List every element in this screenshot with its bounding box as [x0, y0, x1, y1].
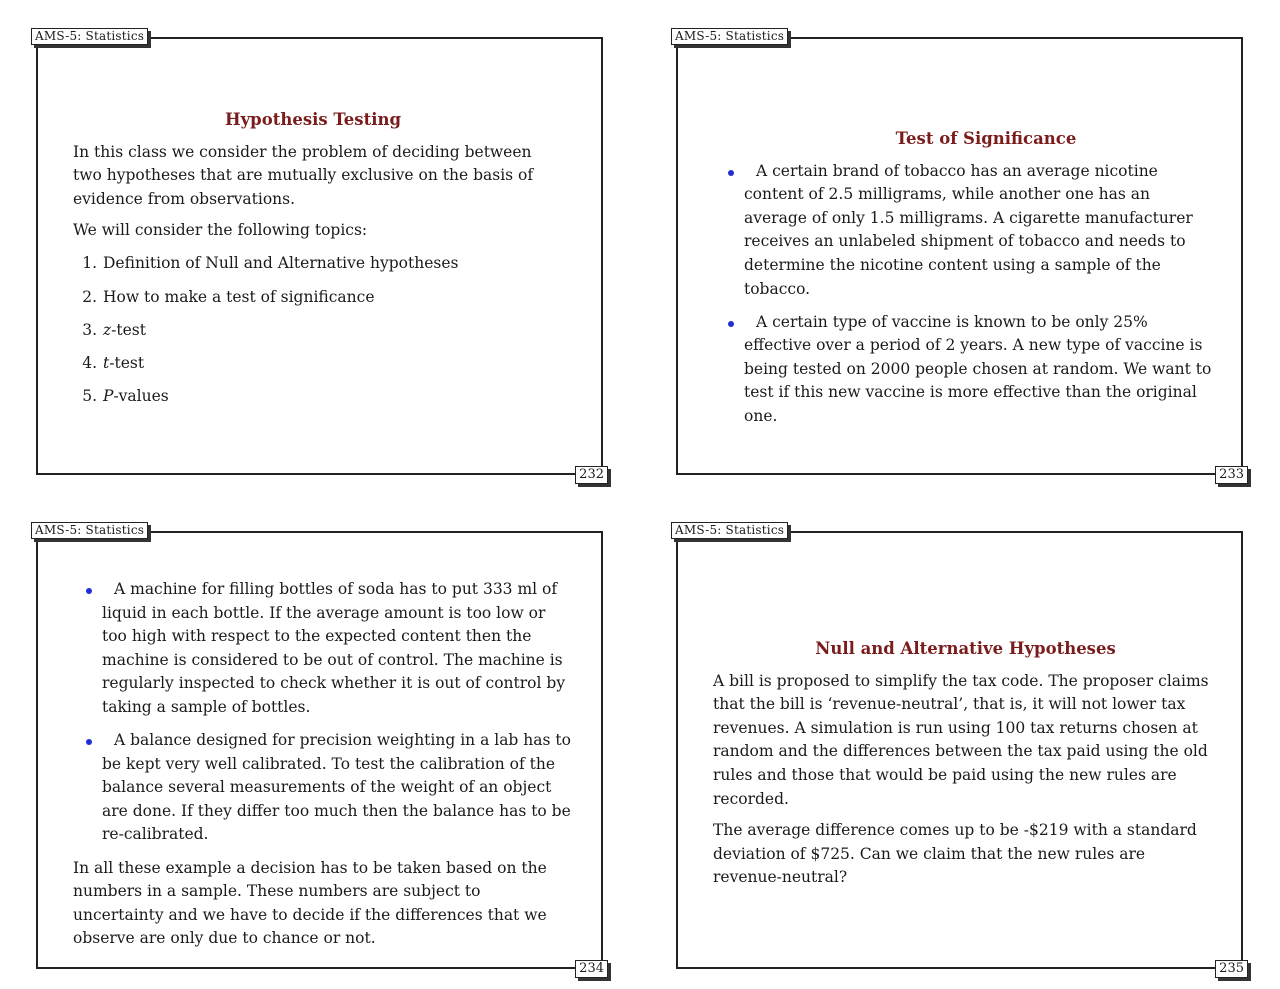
item-symbol: z — [103, 320, 112, 339]
item-number: 2. — [82, 287, 97, 306]
slide-body — [73, 108, 553, 408]
item-text: How to make a test of significance — [103, 287, 375, 306]
bullet-icon — [86, 588, 92, 594]
slide-body — [713, 637, 1218, 890]
slide-body — [715, 127, 1215, 429]
item-number: 1. — [82, 254, 97, 273]
slide-header: AMS-5: Statistics — [671, 522, 788, 539]
item-symbol: P — [103, 386, 114, 405]
slide-body — [73, 578, 573, 951]
item-text: -test — [109, 353, 145, 372]
bullet-list — [73, 578, 573, 847]
bullet-text: A balance designed for precision weighting in a lab has to be kept very well calibrated. To test the calibration of the balance several measurements of the weight of an object are done. If they differ too much then the balance has to be re-calibrated. — [102, 731, 571, 844]
topics-list — [73, 252, 553, 408]
bullet-icon — [86, 739, 92, 745]
slide-233 — [675, 29, 1244, 482]
list-item — [73, 319, 553, 343]
page-number: 232 — [575, 466, 608, 484]
slide-title: Null and Alternative Hypotheses — [815, 639, 1116, 658]
bullet-icon — [728, 170, 734, 176]
item-number: 4. — [82, 353, 97, 372]
list-item — [73, 352, 553, 376]
slide-header: AMS-5: Statistics — [671, 28, 788, 45]
list-item — [715, 311, 1215, 429]
intro-paragraph: In this class we consider the problem of deciding between two hypotheses that are mutually exclusive on the basis of evidence from observations. — [73, 142, 534, 208]
slide-232 — [35, 29, 604, 482]
item-number: 3. — [82, 320, 97, 339]
list-item — [73, 729, 573, 847]
list-item — [73, 578, 573, 720]
item-text: -test — [111, 320, 146, 339]
list-item — [73, 286, 553, 310]
topics-intro: We will consider the following topics: — [73, 221, 368, 240]
bullet-text: A machine for filling bottles of soda has to put 333 ml of liquid in each bottle. If the average amount is too low or too high with respect to the expected content then the machine is considered to be out of control. The machine is regularly inspected to check whether it is out of control by taking a sample of bottles. — [102, 580, 566, 716]
scenario-paragraph: A bill is proposed to simplify the tax code. The proposer claims that the bill is ‘revenue-neutral’, that is, it will not lower tax revenues. A simulation is run using 100 tax returns chosen at random and the differences between the tax paid using the old rules and those that would be paid using the new rules are recorded. — [713, 671, 1209, 808]
bullet-text: A certain type of vaccine is known to be only 25% effective over a period of 2 years. A new type of vaccine is being tested on 2000 people chosen at random. We want to test if this new vaccine is more effective than the original one. — [744, 312, 1212, 426]
slide-234 — [35, 523, 604, 976]
list-item — [73, 385, 553, 409]
list-item — [73, 252, 553, 276]
bullet-list — [715, 160, 1215, 429]
bullet-text: A certain brand of tobacco has an average nicotine content of 2.5 milligrams, while another one has an average of only 1.5 milligrams. A cigarette manufacturer receives an unlabeled shipment of tobacco and needs to determine the nicotine content using a sample of the tobacco. — [744, 161, 1193, 298]
item-text: -values — [113, 386, 169, 405]
page-number: 235 — [1215, 960, 1248, 978]
slide-header: AMS-5: Statistics — [31, 28, 148, 45]
bullet-icon — [728, 321, 734, 327]
item-number: 5. — [82, 386, 97, 405]
slide-title: Test of Significance — [895, 129, 1077, 148]
summary-paragraph: In all these example a decision has to be taken based on the numbers in a sample. These numbers are subject to uncertainty and we have to decide if the differences that we observe are only due to chance or not. — [73, 858, 547, 948]
slide-235 — [675, 523, 1244, 976]
list-item — [715, 160, 1215, 302]
item-symbol: t — [103, 353, 110, 372]
slide-header: AMS-5: Statistics — [31, 522, 148, 539]
slide-title: Hypothesis Testing — [224, 110, 402, 129]
page-number: 234 — [575, 960, 608, 978]
item-text: Definition of Null and Alternative hypotheses — [103, 254, 459, 273]
question-paragraph: The average difference comes up to be -$219 with a standard deviation of $725. Can we claim that the new rules are revenue-neutral? — [713, 821, 1197, 887]
page-number: 233 — [1215, 466, 1248, 484]
